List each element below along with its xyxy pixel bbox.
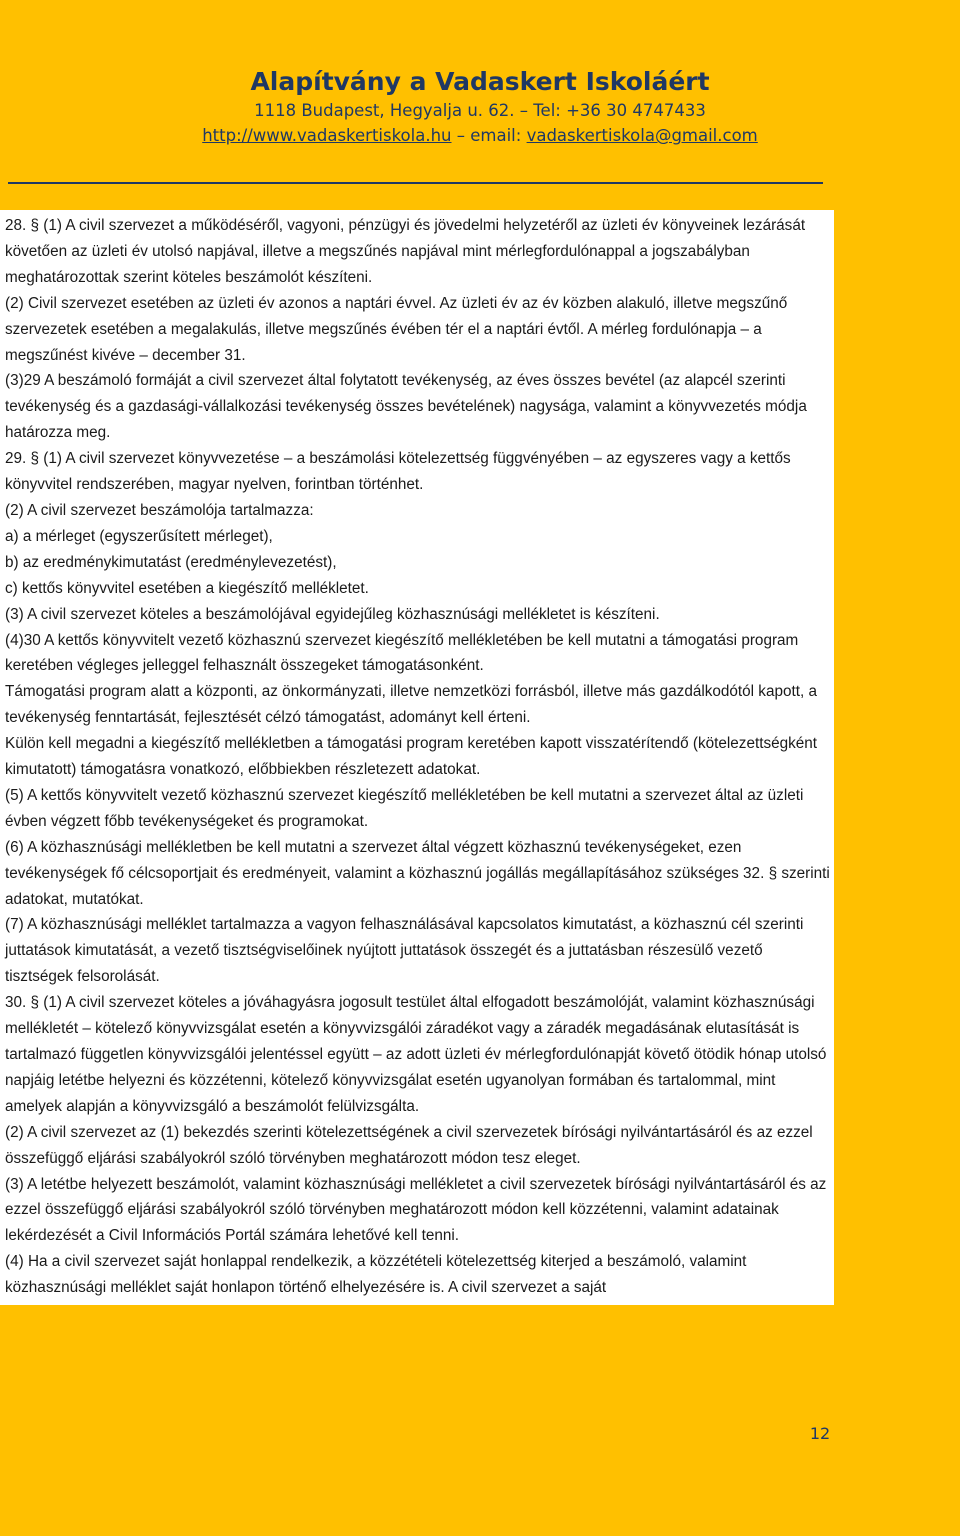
paragraph: 28. § (1) A civil szervezet a működéséről, vagyoni, pénzügyi és jövedelmi helyzetéről az üzleti év könyveinek lezárását követően az üzleti év utolsó napjával, illetve a megszűnés napjával mint mérlegfordulónappal a jogszabályban meghatározottak szerint köteles beszámolót készíteni.: [5, 217, 806, 286]
phone-text: Tel: +36 30 4747433: [533, 101, 706, 120]
paragraph: Támogatási program alatt a központi, az önkormányzati, illetve nemzetközi forrásból, illetve más gazdálkodótól kapott, a tevékenység fenntartását, fejlesztését célzó támogatást, adományt kell érteni.: [5, 683, 817, 727]
paragraph: (2) A civil szervezet beszámolója tartalmazza:: [5, 501, 314, 519]
paragraph: (3) A civil szervezet köteles a beszámolójával egyidejűleg közhasznúsági mellékletet is készíteni.: [5, 605, 660, 623]
organization-name: Alapítvány a Vadaskert Iskoláért: [250, 67, 710, 96]
page-number: 12: [809, 1424, 831, 1443]
paragraph: (7) A közhasznúsági melléklet tartalmazza a vagyon felhasználásával kapcsolatos kimutatást, a közhasznú cél szerinti juttatások kimutatását, a vezető tisztségviselőinek nyújtott juttatások összegét és a juttatásban részesülő vezető tisztségek felsorolását.: [5, 916, 804, 986]
paragraph: Külön kell megadni a kiegészítő mellékletben a támogatási program keretében kapott visszatérítendő (kötelezettségként kimutatott) támogatásra vonatkozó, előbbiekben részletezett adatokat.: [5, 735, 818, 779]
paragraph: (2) A civil szervezet az (1) bekezdés szerinti kötelezettségének a civil szervezetek bírósági nyilvántartásáról és az ezzel összefüggő eljárási szabályokról szóló törvényben meghatározott módon tesz eleget.: [5, 1123, 813, 1167]
email-link[interactable]: vadaskertiskola@gmail.com: [526, 126, 758, 145]
paragraph: (3) A letétbe helyezett beszámolót, valamint közhasznúsági mellékletet a civil szervezetek bírósági nyilvántartásáról és az ezzel összefüggő eljárási szabályokról szóló törvényben meghatározott módon kell közzétenni, valamint adatainak lekérdezését a Civil Információs Portál számára lehetővé kell tenni.: [5, 1175, 827, 1245]
paragraph: c) kettős könyvvitel esetében a kiegészítő mellékletet.: [5, 579, 369, 597]
address-separator: –: [514, 101, 534, 120]
paragraph: b) az eredménykimutatást (eredménylevezetést),: [5, 553, 337, 571]
website-link[interactable]: http://www.vadaskertiskola.hu: [202, 126, 452, 145]
paragraph: 30. § (1) A civil szervezet köteles a jóváhagyásra jogosult testület által elfogadott beszámolóját, valamint közhasznúsági mellékletét – kötelező könyvvizsgálat esetén a könyvvizsgálói záradékot vagy a záradék megadásának elutasítását is tartalmazó független könyvvizsgálói jelentéssel együtt – az adott üzleti év mérlegfordulónapját követő ötödik hónap utolsó napjáig letétbe helyezni és közzétenni, kötelező könyvvizsgálat esetén ugyanolyan formában és tartalommal, mint amelyek alapján a könyvvizsgáló a beszámolót felülvizsgálta.: [5, 994, 827, 1115]
paragraph: 29. § (1) A civil szervezet könyvvezetése – a beszámolási kötelezettség függvényében – az egyszeres vagy a kettős könyvvitel rendszerében, magyar nyelven, forintban történhet.: [5, 450, 791, 494]
paragraph: a) a mérleget (egyszerűsített mérleget),: [5, 527, 273, 545]
letterhead: [0, 66, 960, 148]
paragraph: (3)29 A beszámoló formáját a civil szervezet által folytatott tevékenység, az éves összes bevétel (az alapcél szerinti tevékenység és a gazdasági-vállalkozási tevékenység összes bevételének) nagysága, valamint a könyvvezetés módja határozza meg.: [5, 372, 807, 442]
paragraph: (6) A közhasznúsági mellékletben be kell mutatni a szervezet által végzett közhasznú tevékenységeket, ezen tevékenységek fő célcsoportjait és eredményeit, valamint a közhasznú jogállás megállapításához szükséges 32. § szerinti adatokat, mutatókat.: [5, 838, 830, 908]
document-body: [0, 210, 834, 1305]
address-text: 1118 Budapest, Hegyalja u. 62.: [254, 101, 515, 120]
paragraph: (4) Ha a civil szervezet saját honlappal rendelkezik, a közzétételi kötelezettség kiterjed a beszámoló, valamint közhasznúsági melléklet saját honlapon történő elhelyezésére is. A civil szervezet a saját: [5, 1253, 747, 1297]
email-separator: – email:: [451, 126, 527, 145]
header-divider: [8, 182, 823, 184]
paragraph: (2) Civil szervezet esetében az üzleti év azonos a naptári évvel. Az üzleti év az év közben alakuló, illetve megszűnő szervezetek esetében a megalakulás, illetve megszűnés évében tér el a naptári évtől. A mérleg fordulónapja – a megszűnést kivéve – december 31.: [5, 294, 788, 364]
contact-line: [0, 98, 960, 124]
paragraph: (5) A kettős könyvvitelt vezető közhasznú szervezet kiegészítő mellékletében be kell mutatni a szervezet által az üzleti évben végzett főbb tevékenységeket és programokat.: [5, 786, 804, 830]
web-contact-line: [0, 124, 960, 148]
paragraph: (4)30 A kettős könyvvitelt vezető közhasznú szervezet kiegészítő mellékletében be kell mutatni a támogatási program keretében végleges jelleggel felhasznált összegeket támogatásonként.: [5, 631, 799, 675]
